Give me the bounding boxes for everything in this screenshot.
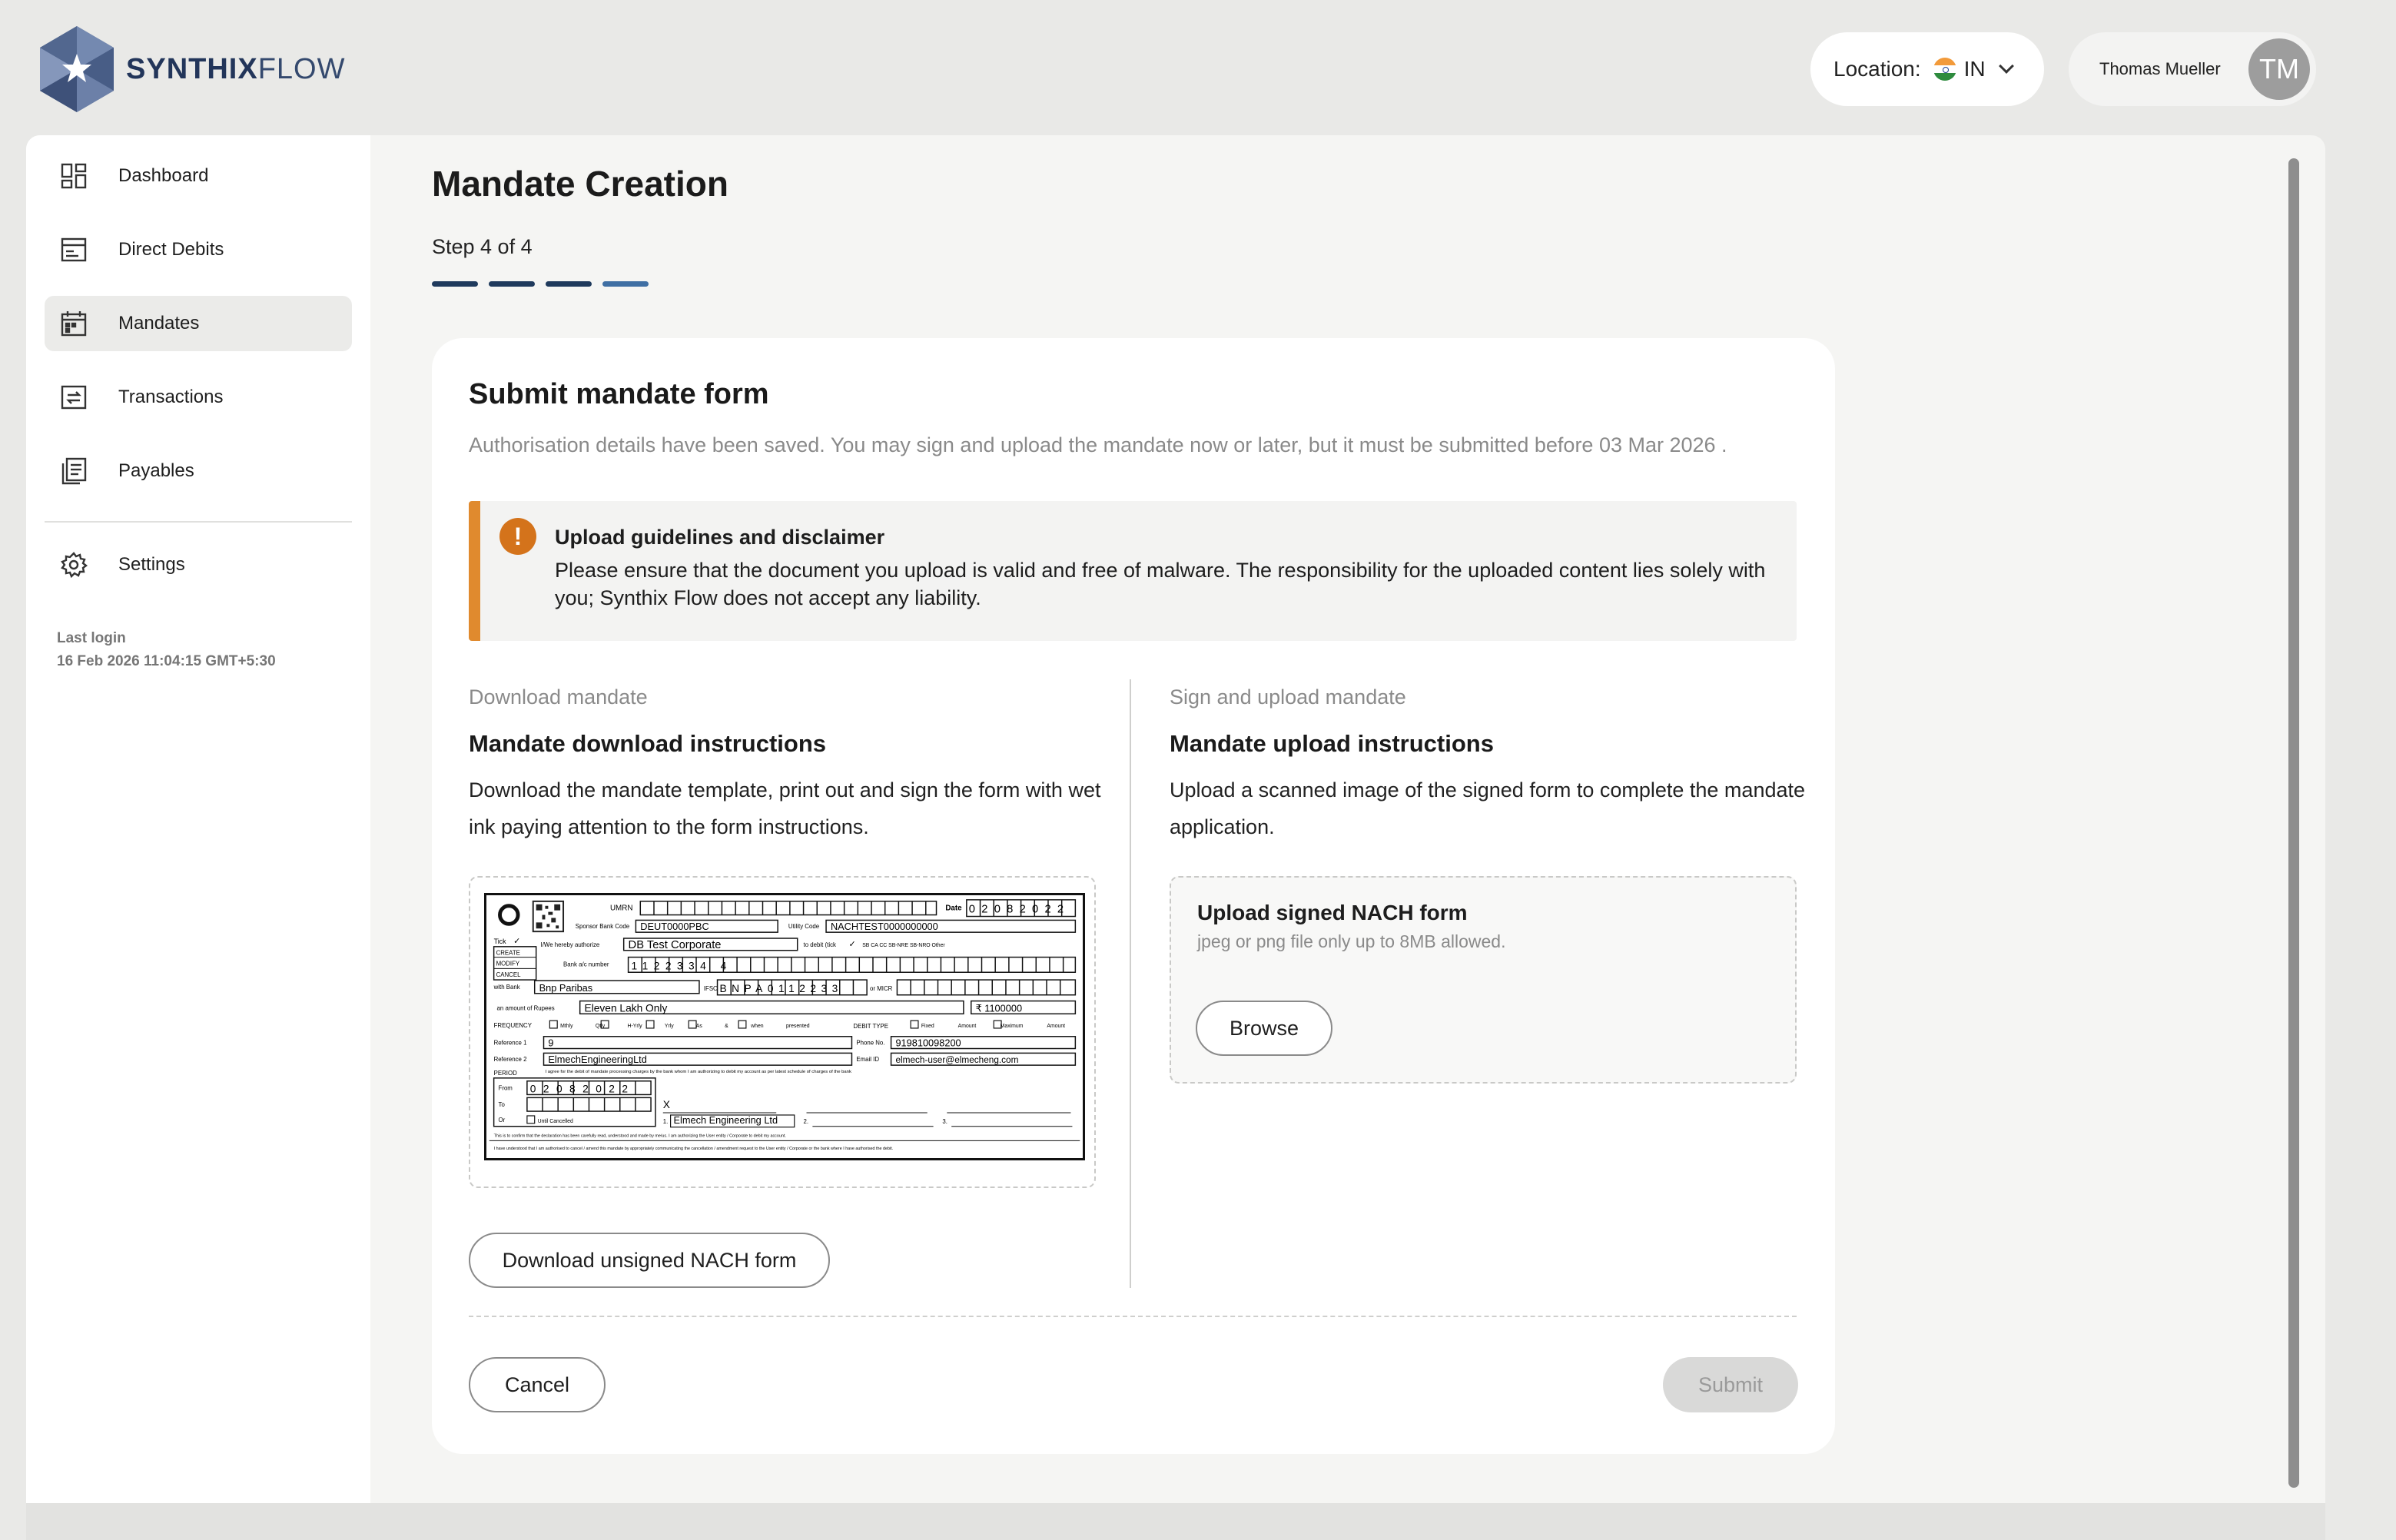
sidebar-item-label: Dashboard	[118, 165, 209, 186]
sidebar	[26, 135, 370, 1503]
nach-email-value: elmech-user@elmecheng.com	[895, 1055, 1019, 1066]
nach-authorize-value: DB Test Corporate	[628, 938, 722, 951]
sidebar-item-mandates[interactable]	[45, 296, 352, 351]
nach-consent-line: I agree for the debit of mandate processing charges by the bank whom I am authorizing to debit my account as per latest schedule of charges of the bank	[545, 1069, 851, 1074]
user-name: Thomas Mueller	[2099, 59, 2221, 78]
direct-debits-icon	[60, 236, 88, 264]
nach-ref2-label: Reference 2	[493, 1056, 527, 1064]
nach-footer-2: I have understood that I am authorised to cancel / amend this mandate by appropriately communicating the cancellation / amendment request to the User entity / Corporate or the bank where I have authorised the debit.	[493, 1147, 894, 1152]
nach-utility-value: NACHTEST0000000000	[830, 921, 938, 933]
sidebar-item-label: Transactions	[118, 387, 224, 407]
submit-button[interactable]: Submit	[1663, 1357, 1798, 1412]
nach-sponsor-value: DEUT0000PBC	[640, 921, 709, 933]
sidebar-item-direct-debits[interactable]	[45, 222, 352, 277]
svg-text:2.: 2.	[803, 1117, 809, 1125]
transactions-icon	[60, 383, 88, 411]
svg-text:✓: ✓	[848, 939, 856, 949]
download-kicker: Download mandate	[469, 685, 648, 709]
nach-authorize-label: I/We hereby authorize	[540, 941, 600, 948]
scrollbar-thumb[interactable]	[2288, 158, 2299, 1488]
nach-date-label: Date	[945, 904, 962, 913]
brand-logo[interactable]	[37, 25, 345, 114]
nach-footer-1: This is to confirm that the declaration has been carefully read, understood and made by me/us. I am authorizing the User entity / Corporate to debit my account.	[493, 1133, 786, 1139]
nach-with-bank-label: with Bank	[493, 983, 520, 991]
last-login-label: Last login	[57, 630, 126, 646]
step-progress	[432, 281, 649, 287]
cancel-button[interactable]: Cancel	[469, 1357, 606, 1412]
card-title: Submit mandate form	[469, 378, 769, 410]
app-frame	[26, 135, 2325, 1503]
user-menu[interactable]	[2069, 32, 2316, 106]
dashboard-icon	[60, 162, 88, 190]
svg-text:✓: ✓	[513, 936, 521, 946]
nach-date-digits: 02082022	[968, 903, 1070, 916]
location-label: Location:	[1834, 57, 1921, 81]
nach-or-label: Or	[498, 1116, 506, 1123]
nach-frequency-label: FREQUENCY	[493, 1021, 532, 1029]
download-heading: Mandate download instructions	[469, 730, 827, 757]
sidebar-item-dashboard[interactable]	[45, 148, 352, 204]
nach-with-bank-value: Bnp Paribas	[539, 981, 593, 994]
nach-acct-types: SB CA CC SB-NRE SB-NRO Other	[862, 942, 945, 948]
svg-text:3.: 3.	[942, 1117, 947, 1125]
nach-micr-label: or MICR	[870, 984, 893, 992]
nach-phone-label: Phone No.	[856, 1039, 885, 1047]
avatar[interactable]: TM	[2248, 38, 2310, 100]
nach-create: CREATE	[496, 949, 520, 957]
calendar-icon	[60, 310, 88, 337]
download-text: Download the mandate template, print out and sign the form with wet ink paying attention to the form instructions.	[469, 778, 1101, 838]
browse-button[interactable]: Browse	[1196, 1001, 1332, 1056]
nach-ref1-label: Reference 1	[493, 1039, 527, 1047]
upload-text: Upload a scanned image of the signed form to complete the mandate application.	[1170, 778, 1806, 838]
nach-ref1-value: 9	[548, 1037, 554, 1049]
payables-icon	[60, 457, 88, 485]
column-divider	[1130, 679, 1131, 1288]
disclaimer-alert	[469, 501, 1797, 641]
sidebar-item-settings[interactable]	[45, 537, 352, 592]
alert-title: Upload guidelines and disclaimer	[555, 526, 885, 549]
nach-debit-label: to debit (tick	[803, 941, 836, 948]
sidebar-item-transactions[interactable]	[45, 370, 352, 425]
last-login-value: 16 Feb 2026 11:04:15 GMT+5:30	[57, 653, 276, 669]
nach-ref2-value: ElmechEngineeringLtd	[548, 1054, 647, 1066]
chevron-down-icon	[1999, 58, 2014, 74]
last-login	[57, 627, 276, 673]
svg-text:1.: 1.	[662, 1117, 669, 1125]
nach-tick-label: Tick	[493, 937, 506, 945]
nach-amount-words-label: an amount of Rupees	[496, 1004, 555, 1012]
nach-frequency-options: Mthly Qtly H-Yrly Yrly As & when presented	[560, 1023, 810, 1029]
alert-body: Please ensure that the document you upload is valid and free of malware. The responsibility for the uploaded content lies solely with you; Synthix Flow does not accept any liability.	[555, 559, 1766, 609]
nach-umrn-label: UMRN	[609, 904, 633, 913]
nach-amount-figure: ₹ 1100000	[975, 1002, 1023, 1014]
nach-email-label: Email ID	[856, 1056, 880, 1064]
nach-to-label: To	[498, 1101, 505, 1109]
nach-bank-acct-label: Bank a/c number	[563, 961, 609, 968]
sidebar-item-label: Direct Debits	[118, 239, 224, 260]
footer-divider	[469, 1316, 1797, 1317]
logo-mark-icon	[37, 25, 117, 114]
step-bar	[546, 281, 592, 287]
india-flag-icon	[1933, 58, 1956, 81]
nach-utility-label: Utility Code	[788, 923, 820, 931]
nach-from-label: From	[498, 1084, 513, 1092]
nach-ifsc-label: IFSC	[703, 984, 718, 992]
nach-amount-words: Eleven Lakh Only	[584, 1002, 668, 1014]
nach-ifsc-digits: BNPA0112233	[719, 982, 843, 994]
main-content	[370, 135, 2325, 1503]
upload-column	[1170, 679, 1815, 1288]
upload-heading: Mandate upload instructions	[1170, 730, 1494, 757]
location-value: IN	[1963, 57, 1986, 81]
upload-kicker: Sign and upload mandate	[1170, 685, 1406, 709]
card-subtitle: Authorisation details have been saved. You may sign and upload the mandate now or later, but it must be submitted before 03 Mar 2026 .	[469, 433, 1727, 456]
nach-period-label: PERIOD	[493, 1069, 517, 1077]
nach-sponsor-label: Sponsor Bank Code	[575, 923, 630, 931]
sidebar-item-label: Payables	[118, 460, 194, 481]
upload-dropzone[interactable]	[1170, 876, 1797, 1084]
nach-from-digits: 02082022	[529, 1083, 636, 1095]
page-title: Mandate Creation	[432, 164, 728, 204]
nach-bank-acct-digits: 1122334 4	[631, 960, 732, 972]
download-column	[469, 679, 1114, 1288]
nach-sig-x: X	[662, 1099, 670, 1111]
download-unsigned-nach-button[interactable]: Download unsigned NACH form	[469, 1233, 830, 1288]
sidebar-item-payables[interactable]	[45, 443, 352, 499]
nach-debit-type-label: DEBIT TYPE	[853, 1022, 889, 1030]
warning-icon: !	[499, 518, 536, 555]
step-bar	[432, 281, 478, 287]
step-bar	[489, 281, 535, 287]
nach-phone-value: 919810098200	[895, 1037, 961, 1049]
sidebar-item-label: Settings	[118, 554, 185, 575]
nach-cancel: CANCEL	[496, 971, 521, 979]
sidebar-divider	[45, 521, 352, 523]
step-bar-current	[602, 281, 649, 287]
nach-signer-1: Elmech Engineering Ltd	[673, 1114, 778, 1126]
mandate-preview	[469, 876, 1096, 1188]
upload-box-title: Upload signed NACH form	[1197, 901, 1468, 924]
sidebar-item-label: Mandates	[118, 313, 200, 334]
nach-form-image	[484, 893, 1085, 1160]
step-indicator-text: Step 4 of 4	[432, 235, 533, 258]
gear-icon	[60, 551, 88, 579]
nach-modify: MODIFY	[496, 960, 520, 967]
brand-wordmark: SYNTHIXFLOW	[126, 52, 346, 85]
nach-debit-type-options: Fixed Amount Maximum Amount	[921, 1023, 1066, 1029]
location-selector[interactable]	[1810, 32, 2044, 106]
window-bottom-edge	[26, 1503, 2325, 1540]
upload-box-hint: jpeg or png file only up to 8MB allowed.	[1197, 931, 1506, 951]
nach-until-cancelled: Until Cancelled	[537, 1118, 573, 1124]
submit-mandate-card	[432, 338, 1835, 1454]
